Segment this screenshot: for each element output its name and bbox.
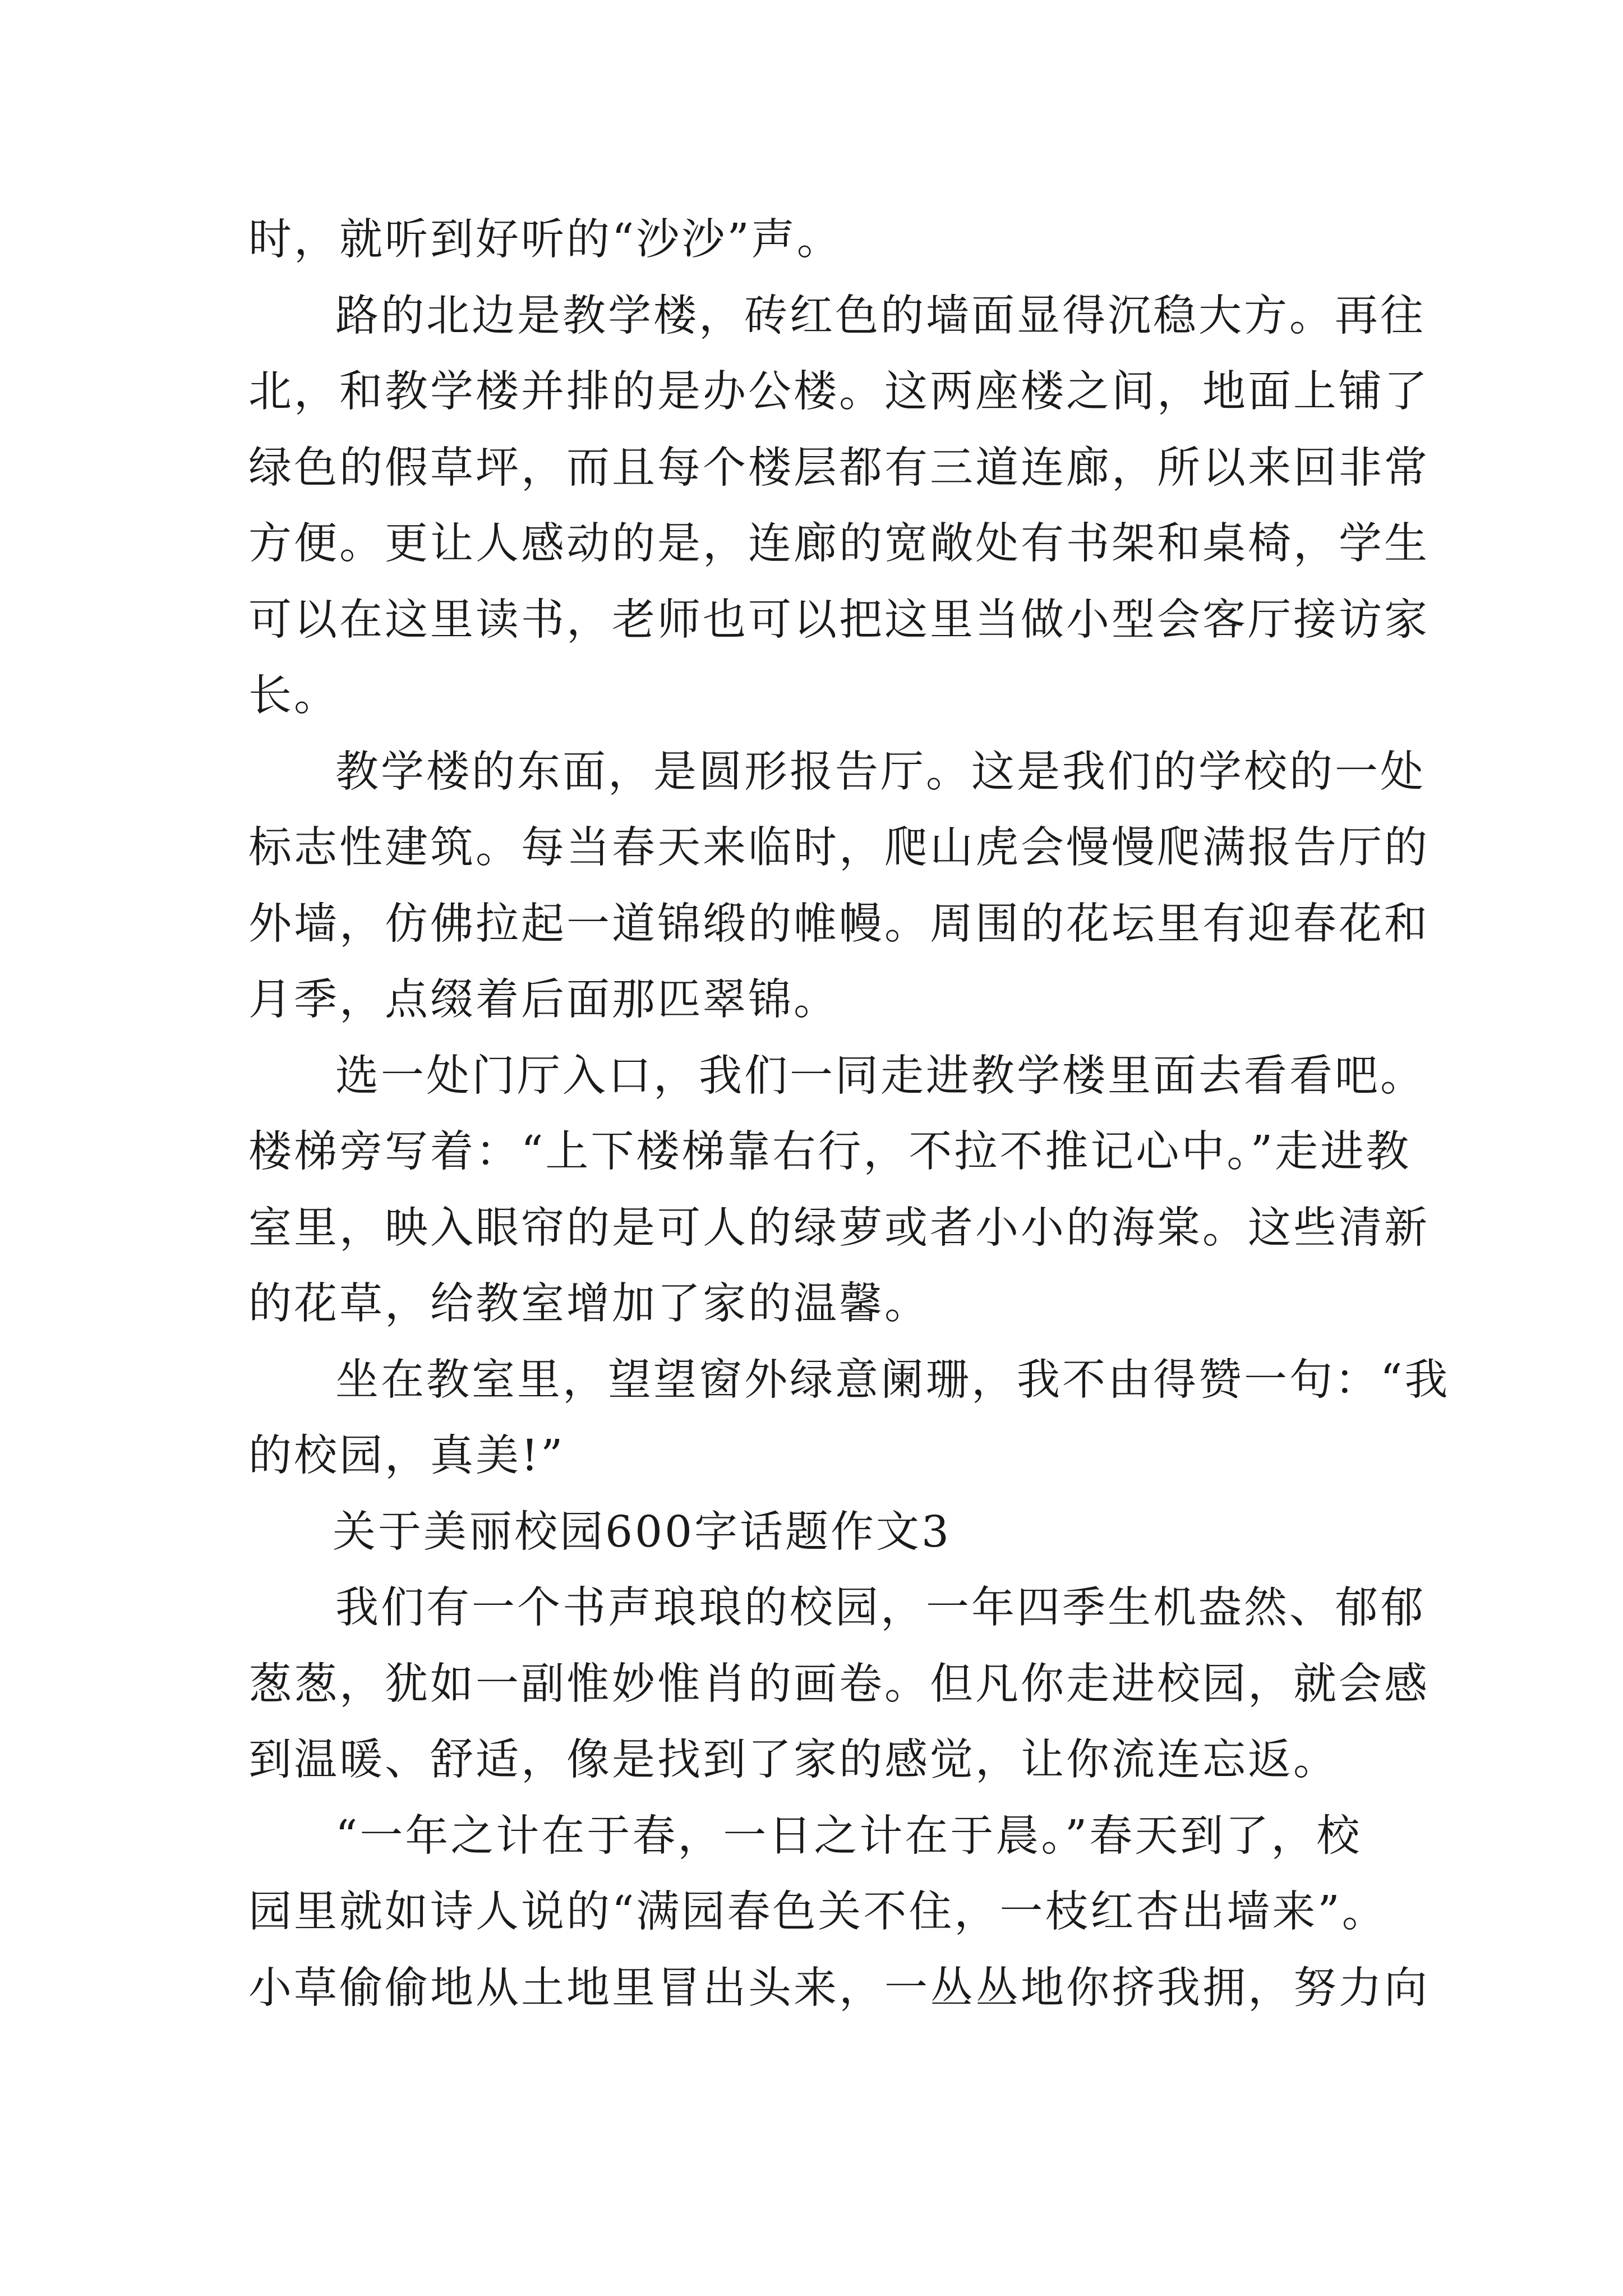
text-line: 方便。更让人感动的是，连廊的宽敞处有书架和桌椅，学生 <box>248 519 1430 569</box>
paragraph-start-line: 坐在教室里，望望窗外绿意阑珊，我不由得赞一句：“我 <box>335 1355 1450 1405</box>
paragraph-start-line: 教学楼的东面，是圆形报告厅。这是我们的学校的一处 <box>335 747 1426 797</box>
text-line: 园里就如诗人说的“满园春色关不住，一枝红杏出墙来”。 <box>248 1887 1387 1937</box>
text-line: 绿色的假草坪，而且每个楼层都有三道连廊，所以来回非常 <box>248 443 1430 493</box>
text-line: 长。 <box>248 671 339 721</box>
text-line: 可以在这里读书，老师也可以把这里当做小型会客厅接访家 <box>248 595 1430 645</box>
document-body <box>248 202 1450 2026</box>
text-line: 外墙，仿佛拉起一道锦缎的帷幔。周围的花坛里有迎春花和 <box>248 899 1430 949</box>
text-line: 北，和教学楼并排的是办公楼。这两座楼之间，地面上铺了 <box>248 367 1430 417</box>
text-line: 时，就听到好听的“沙沙”声。 <box>248 215 842 265</box>
text-line: 的花草，给教室增加了家的温馨。 <box>248 1279 930 1329</box>
text-line: 的校园，真美!” <box>248 1431 565 1481</box>
text-line: 室里，映入眼帘的是可人的绿萝或者小小的海棠。这些清新 <box>248 1203 1430 1253</box>
text-line: 标志性建筑。每当春天来临时，爬山虎会慢慢爬满报告厅的 <box>248 823 1430 873</box>
text-line: 楼梯旁写着：“上下楼梯靠右行，不拉不推记心中。”走进教 <box>248 1127 1412 1177</box>
text-line: 小草偷偷地从土地里冒出头来，一丛丛地你挤我拥，努力向 <box>248 1963 1430 2013</box>
text-line: 葱葱，犹如一副惟妙惟肖的画卷。但凡你走进校园，就会感 <box>248 1659 1430 1709</box>
section-heading: 关于美丽校园600字话题作文3 <box>333 1507 951 1557</box>
text-line: 到温暖、舒适，像是找到了家的感觉，让你流连忘返。 <box>248 1735 1339 1785</box>
paragraph-start-line: 我们有一个书声琅琅的校园，一年四季生机盎然、郁郁 <box>335 1583 1426 1633</box>
paragraph-start-line: 选一处门厅入口，我们一同走进教学楼里面去看看吧。 <box>335 1051 1426 1101</box>
text-line: 月季，点缀着后面那匹翠锦。 <box>248 975 839 1025</box>
paragraph-start-line: “一年之计在于春，一日之计在于晨。”春天到了，校 <box>335 1811 1362 1861</box>
paragraph-start-line: 路的北边是教学楼，砖红色的墙面显得沉稳大方。再往 <box>335 291 1426 341</box>
